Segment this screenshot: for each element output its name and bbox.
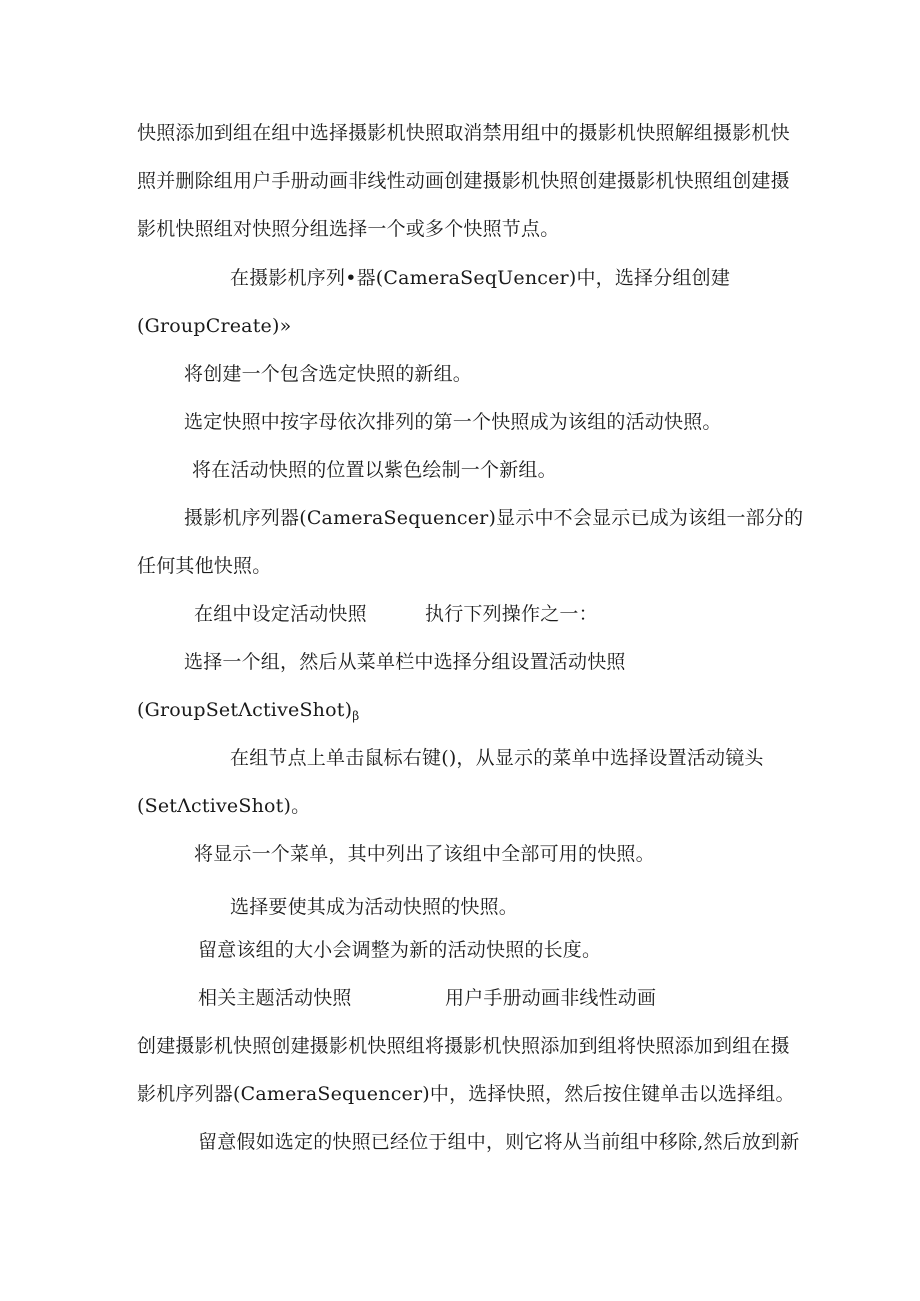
step-line-create-group: 在摄影机序列•器(CameraSeqUencer)中，选择分组创建: [230, 267, 731, 289]
related-topics-list-1: 创建摄影机快照创建摄影机快照组将摄影机快照添加到组将快照添加到组在摄: [137, 1035, 790, 1057]
body-line-3: 影机快照组对快照分组选择一个或多个快照节点。: [137, 218, 560, 240]
result-line-4: 摄影机序列器(CameraSequencer)显示中不会显示已成为该组一部分的: [184, 507, 804, 529]
option-line-1: 选择一个组，然后从菜单栏中选择分组设置活动快照: [184, 651, 626, 673]
section-instruction: 执行下列操作之一：: [425, 603, 598, 625]
note-line-1: 将显示一个菜单，其中列出了该组中全部可用的快照。: [194, 843, 655, 865]
section-heading-set-active-shot: 在组中设定活动快照: [194, 603, 367, 625]
result-line-3: 将在活动快照的位置以紫色绘制一个新组。: [192, 459, 557, 481]
note-line-4: 留意假如选定的快照已经位于组中，则它将从当前组中移除,然后放到新: [198, 1131, 800, 1153]
result-line-1: 将创建一个包含选定快照的新组。: [184, 363, 473, 385]
menu-path-group-create: (GroupCreate)»: [137, 315, 292, 337]
note-line-3: 留意该组的大小会调整为新的活动快照的长度。: [198, 939, 602, 961]
body-line-2: 照并删除组用户手册动画非线性动画创建摄影机快照创建摄影机快照组创建摄: [137, 170, 790, 192]
result-line-2: 选定快照中按字母依次排列的第一个快照成为该组的活动快照。: [184, 411, 722, 433]
menu-path-group-set-active-shot: [137, 698, 359, 728]
stray-glyph: β: [352, 709, 360, 723]
related-topics-path: 用户手册动画非线性动画: [445, 987, 657, 1009]
result-line-4-cont: 任何其他快照。: [137, 555, 272, 577]
menu-path-set-active-shot: (SetΛctiveShot)。: [137, 795, 311, 817]
related-topics-list-2: 影机序列器(CameraSequencer)中，选择快照，然后按住键单击以选择组。: [137, 1083, 795, 1105]
option-line-2: 在组节点上单击鼠标右键()，从显示的菜单中选择设置活动镜头: [230, 747, 764, 769]
note-line-2: 选择要使其成为活动快照的快照。: [230, 896, 519, 918]
menu-path-text: (GroupSetΛctiveShot): [137, 699, 353, 721]
related-topics-label: 相关主题活动快照: [198, 987, 352, 1009]
body-line-1: 快照添加到组在组中选择摄影机快照取消禁用组中的摄影机快照解组摄影机快: [137, 122, 790, 144]
